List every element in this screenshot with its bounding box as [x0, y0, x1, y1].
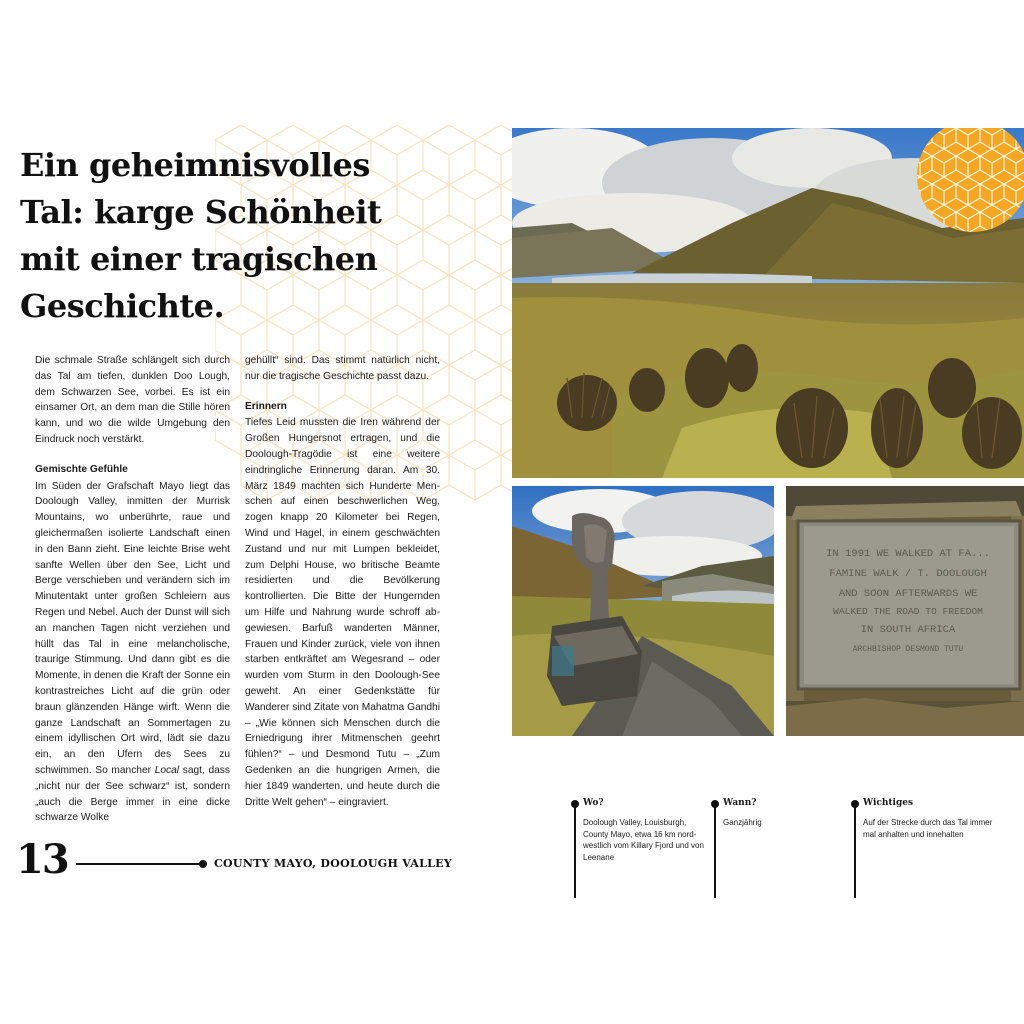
- headline-line: Geschichte.: [20, 287, 225, 325]
- text-column-left: [35, 353, 230, 826]
- body-text-italic: Local: [154, 764, 180, 776]
- section-heading-gemischte-gefuehle: Gemischte Gefühle: [35, 463, 128, 475]
- page-title: [20, 142, 440, 330]
- footer-rule: [76, 863, 200, 865]
- section-heading-erinnern: Erinnern: [245, 400, 287, 412]
- info-title: Wann?: [723, 798, 757, 808]
- stone-inscription-line: FAMINE WALK / T. DOOLOUGH: [829, 568, 987, 580]
- page-number: 13: [16, 836, 68, 883]
- stone-inscription-line: IN 1991 WE WALKED AT FA...: [826, 548, 990, 560]
- info-text: Ganzjährig: [723, 818, 762, 827]
- continued-paragraph: gehüllt“ sind. Das stimmt natürlich nicht, nur die tragische Geschichte passt dazu.: [245, 355, 440, 382]
- info-title: Wo?: [583, 798, 604, 808]
- stone-inscription-line: WALKED THE ROAD TO FREEDOM: [833, 606, 983, 617]
- info-text: Auf der Strecke durch das Tal immer mal anhalten und innehalten: [863, 818, 993, 839]
- body-text: sagt, dass „nicht nur der See schwarz“ ist, sondern „auch die Berge immer in eine dicke schwarze Wolke: [35, 764, 230, 824]
- body-text: Im Süden der Grafschaft Mayo liegt das Doolough Valley, inmitten der Murrisk Mountains, wo unberührte, raue und gleichermaßen isolierte Landschaft einen in den Bann zieht. Eine leichte Brise weht sanfte Wellen über den See, Licht und Berge verschieben und verändern sich im Minutentakt unter großen Schleiern aus Regen und Nebel. Auch der Dunst will sich an manchen Tagen nicht verziehen und hüllt das Tal in eine melancholische, traurige Stimmung. Und dann gibt es die Momente, in denen die Kraft der Sonne ein kontrastreiches Licht auf die grün oder braun glänzenden Hänge wirft. Wenn die ganze Landschaft an Sommertagen zu einem idyllischen Ort wird, lädt sie dazu ein, an den Ufern des Sees zu schwimmen. So mancher: [35, 480, 230, 776]
- text-column-right: [245, 353, 440, 810]
- photo-famine-memorial-cross: [512, 486, 774, 736]
- stone-inscription-line: IN SOUTH AFRICA: [860, 624, 956, 636]
- info-stem: [574, 804, 576, 898]
- stone-inscription-line: ARCHBISHOP DESMOND TUTU: [852, 645, 964, 654]
- headline-line: mit einer tragischen: [20, 240, 378, 278]
- footer-location-label: COUNTY MAYO, DOOLOUGH VALLEY: [214, 857, 453, 870]
- intro-paragraph: Die schmale Straße schlängelt sich durch das Tal am tiefen, dunklen Doo Lough, dem Schwarzen See, vorbei. Es ist ein einsamer Ort, an dem man die Stille hören kann, und wo die wilde Umgebung den Eindruck noch verstärkt.: [35, 355, 230, 445]
- photo-doolough-valley-landscape: [512, 128, 1024, 478]
- info-text: Doolough Valley, Louisburgh, County Mayo, etwa 16 km nordwestlich vom Killary Fjord und von Leenane: [583, 818, 704, 862]
- headline-line: Ein geheimnisvolles: [20, 146, 370, 184]
- info-stem: [854, 804, 856, 898]
- body-paragraph: Tiefes Leid mussten die Iren während der Großen Hungersnot ertragen, und die Doolough-Tragödie ist eine weitere eindringliche Erinnerung daran. Am 30. März 1849 machten sich Hunderte Menschen auf einen beschwerlichen Weg, zogen knapp 20 Kilometer bei Regen, Wind und Hagel, in einem geschwächten Zustand und nur mit Lumpen bekleidet, zum Delphi House, wo britische Beamte residierten und die Bevölkerung kontrollierten. Die Bitte der Hungernden um Hilfe und Nahrung wurde schroff abgewiesen. Barfuß wanderten Männer, Frauen und Kinder zurück, viele von ihnen starben entkräftet am Wegesrand – oder wurden vom Sturm in den Doolough-See geweht. An einer Gedenkstätte für Wanderer sind Zitate von Mahatma Gandhi – „Wie können sich Menschen durch die Erniedrigung ihrer Mitmenschen geehrt fühlen?“ – und Desmond Tutu – „Zum Gedenken an die hungrigen Armen, die hier 1849 wanderten, und heute durch die Dritte Welt gehen“ – eingraviert.: [245, 417, 440, 808]
- info-stem: [714, 804, 716, 898]
- body-paragraph: [35, 479, 230, 827]
- info-title: Wichtiges: [863, 798, 914, 808]
- headline-line: Tal: karge Schönheit: [20, 193, 382, 231]
- stone-inscription-line: AND SOON AFTERWARDS WE: [838, 588, 978, 600]
- photo-tutu-inscription-stone: [786, 486, 1024, 736]
- footer-dot: [199, 860, 207, 868]
